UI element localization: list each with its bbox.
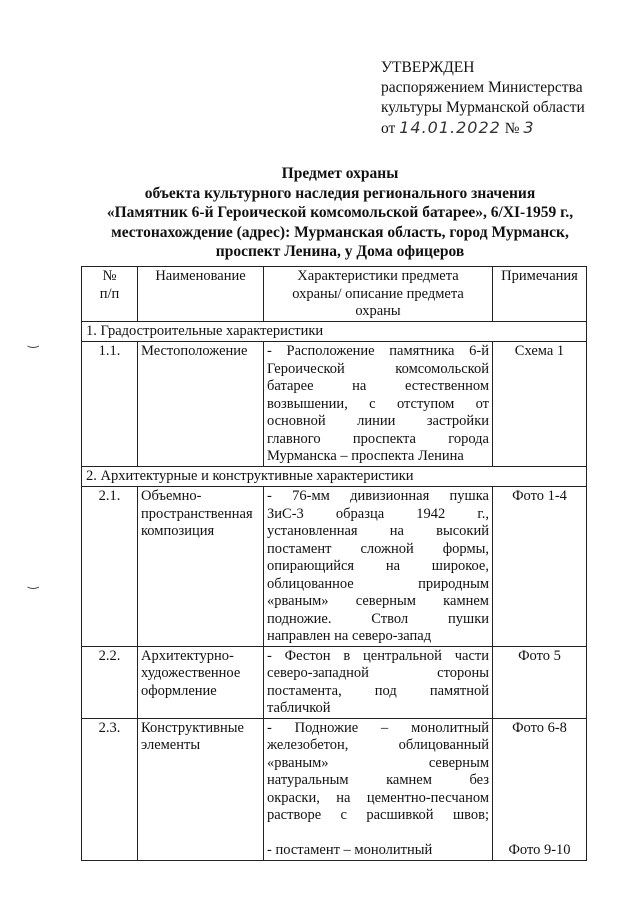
title-line-4: местонахождение (адрес): Мурманская область, город Мурманск,	[111, 223, 569, 241]
header-characteristics: Характеристики предмета охраны/ описание предмета охраны	[264, 267, 493, 322]
row-description: - 76-мм дивизионная пушка ЗиС-3 образца 1942 г., установленная на высокий постамент сложной формы, опирающийся на широкое, облицованное природным «рваным» северным камнем подножие. Ствол пушки направлен на северо-запад	[264, 487, 493, 647]
date-prefix: от	[381, 120, 396, 137]
header-name: Наименование	[138, 267, 264, 322]
row-description: - Фестон в центральной части северо-западной стороны постамента, под памятной табличкой	[264, 646, 493, 718]
table-row	[82, 487, 587, 647]
handwritten-number: 3	[523, 118, 535, 137]
row-description: - Подножие – монолитный железобетон, облицованный «рваным» северным натуральным камнем без окраски, на цементно-песчаном растворе с расшивкой швов; - постамент – монолитный	[264, 718, 493, 860]
margin-mark: ‿	[28, 574, 39, 589]
title-line-3: «Памятник 6-й Героической комсомольской батарее», 6/XI-1959 г.,	[106, 204, 574, 221]
table-header-row	[82, 267, 587, 322]
approval-ministry: культуры Мурманской области	[381, 99, 585, 116]
row-number: 2.3.	[82, 718, 138, 860]
approval-date-line	[381, 118, 585, 139]
row-number: 2.1.	[82, 487, 138, 647]
section-title: 1. Градостроительные характеристики	[82, 321, 587, 342]
table-row	[82, 718, 587, 860]
header-number: № п/п	[82, 267, 138, 322]
handwritten-date: 14.01.2022	[399, 118, 501, 137]
section-row	[82, 466, 587, 487]
title-line-1: Предмет охраны	[281, 165, 399, 182]
row-note: Фото 6-8 Фото 9-10	[493, 718, 587, 860]
approval-by: распоряжением Министерства	[381, 79, 583, 96]
row-description: - Расположение памятника 6-й Героической комсомольской батарее на естественном возвышении, с отступом от основной линии застройки главного проспекта города Мурманска – проспекта Ленина	[264, 342, 493, 467]
table-row	[82, 646, 587, 718]
row-name: Архитектурно- художественное оформление	[138, 646, 264, 718]
row-number: 1.1.	[82, 342, 138, 467]
row-note: Схема 1	[493, 342, 587, 467]
row-name: Объемно- пространственная композиция	[138, 487, 264, 647]
row-note: Фото 1-4	[493, 487, 587, 647]
approval-heading: УТВЕРЖДЕН	[381, 59, 475, 76]
approval-stamp	[381, 58, 585, 139]
protection-subject-table	[81, 266, 587, 861]
margin-mark: ‿	[28, 333, 39, 348]
row-name: Местоположение	[138, 342, 264, 467]
header-notes: Примечания	[493, 267, 587, 322]
table-row	[82, 342, 587, 467]
section-title: 2. Архитектурные и конструктивные характеристики	[82, 466, 587, 487]
document-title	[60, 164, 620, 262]
row-number: 2.2.	[82, 646, 138, 718]
row-note: Фото 5	[493, 646, 587, 718]
row-name: Конструктивные элементы	[138, 718, 264, 860]
number-prefix: №	[504, 120, 520, 137]
title-line-5: проспект Ленина, у Дома офицеров	[215, 243, 465, 260]
section-row	[82, 321, 587, 342]
title-line-2: объекта культурного наследия регионального значения	[144, 184, 536, 202]
